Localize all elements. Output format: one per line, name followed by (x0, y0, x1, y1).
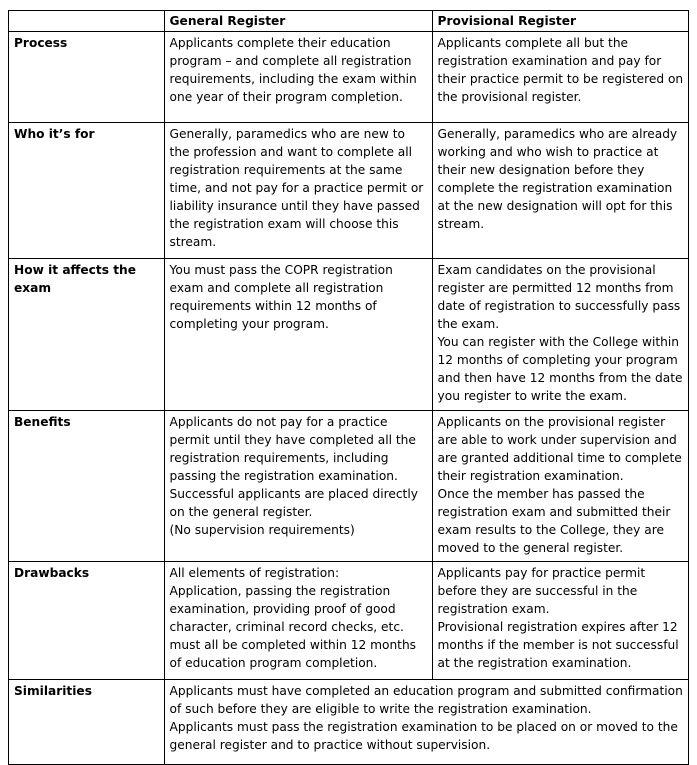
row-label-drawbacks: Drawbacks (9, 562, 165, 680)
cell-general-drawbacks (164, 562, 432, 680)
header-general-register: General Register (164, 11, 432, 32)
cell-text: Applicants must have completed an education program and submitted confirmation of such before they are eligible to write the registration examination. (169, 684, 683, 716)
cell-text: Applicants must pass the registration examination to be placed on or moved to the general register and to practice without supervision. (169, 720, 678, 752)
cell-text: Exam candidates on the provisional register are permitted 12 months from date of registration to successfully pass the exam. (437, 263, 681, 331)
cell-text: Applicants pay for practice permit before they are successful in the registration exam. (437, 566, 646, 616)
cell-provisional-who-its-for (432, 123, 688, 259)
cell-text: Applicants do not pay for a practice permit until they have completed all the registration requirements, including passing the registration examination. (169, 415, 416, 483)
cell-text: Applicants complete their education program – and complete all registration requirements, including the exam within one year of their program completion. (169, 36, 417, 104)
cell-text: You can register with the College within 12 months of completing your program and then have 12 months from the date you register to write the exam. (437, 335, 683, 403)
row-exam (9, 259, 689, 411)
cell-general-benefits (164, 411, 432, 562)
cell-text: Provisional registration expires after 12 months if the member is not successful at the registration examination. (437, 620, 679, 670)
cell-general-process (164, 32, 432, 123)
cell-text: (No supervision requirements) (169, 523, 355, 537)
header-row (9, 11, 689, 32)
cell-text: Generally, paramedics who are already working and who wish to practice at their new designation before they complete the registration examination at the new designation will opt for this stream. (437, 127, 678, 231)
cell-text: Generally, paramedics who are new to the profession and want to complete all registration requirements at the same time, and not pay for a practice permit or liability insurance until they have passed the registration exam will choose this stream. (169, 127, 424, 249)
row-label-benefits: Benefits (9, 411, 165, 562)
cell-text: Applicants complete all but the registration examination and pay for their practice permit to be registered on the provisional register. (437, 36, 684, 104)
cell-text: Application, passing the registration examination, providing proof of good character, criminal record checks, etc. must all be completed within 12 months of education program completion. (169, 584, 417, 670)
comparison-table (8, 10, 689, 765)
row-similarities (9, 680, 689, 765)
cell-text: Once the member has passed the registration exam and submitted their exam results to the College, they are moved to the general register. (437, 487, 671, 555)
cell-text: Successful applicants are placed directly on the general register. (169, 487, 418, 519)
row-who-its-for (9, 123, 689, 259)
row-label-similarities: Similarities (9, 680, 165, 765)
cell-text: All elements of registration: (169, 566, 340, 580)
cell-text: You must pass the COPR registration exam and complete all registration requirements within 12 months of completing your program. (169, 263, 393, 331)
row-label-exam: How it affects the exam (9, 259, 165, 411)
row-process (9, 32, 689, 123)
row-benefits (9, 411, 689, 562)
cell-general-who-its-for (164, 123, 432, 259)
cell-provisional-process (432, 32, 688, 123)
cell-provisional-drawbacks (432, 562, 688, 680)
row-label-who-its-for: Who it’s for (9, 123, 165, 259)
header-provisional-register: Provisional Register (432, 11, 688, 32)
cell-general-exam (164, 259, 432, 411)
row-label-process: Process (9, 32, 165, 123)
row-drawbacks (9, 562, 689, 680)
cell-text: Applicants on the provisional register are able to work under supervision and are granted additional time to complete their registration examination. (437, 415, 682, 483)
cell-provisional-benefits (432, 411, 688, 562)
cell-similarities (164, 680, 688, 765)
header-blank-cell (9, 11, 165, 32)
cell-provisional-exam (432, 259, 688, 411)
